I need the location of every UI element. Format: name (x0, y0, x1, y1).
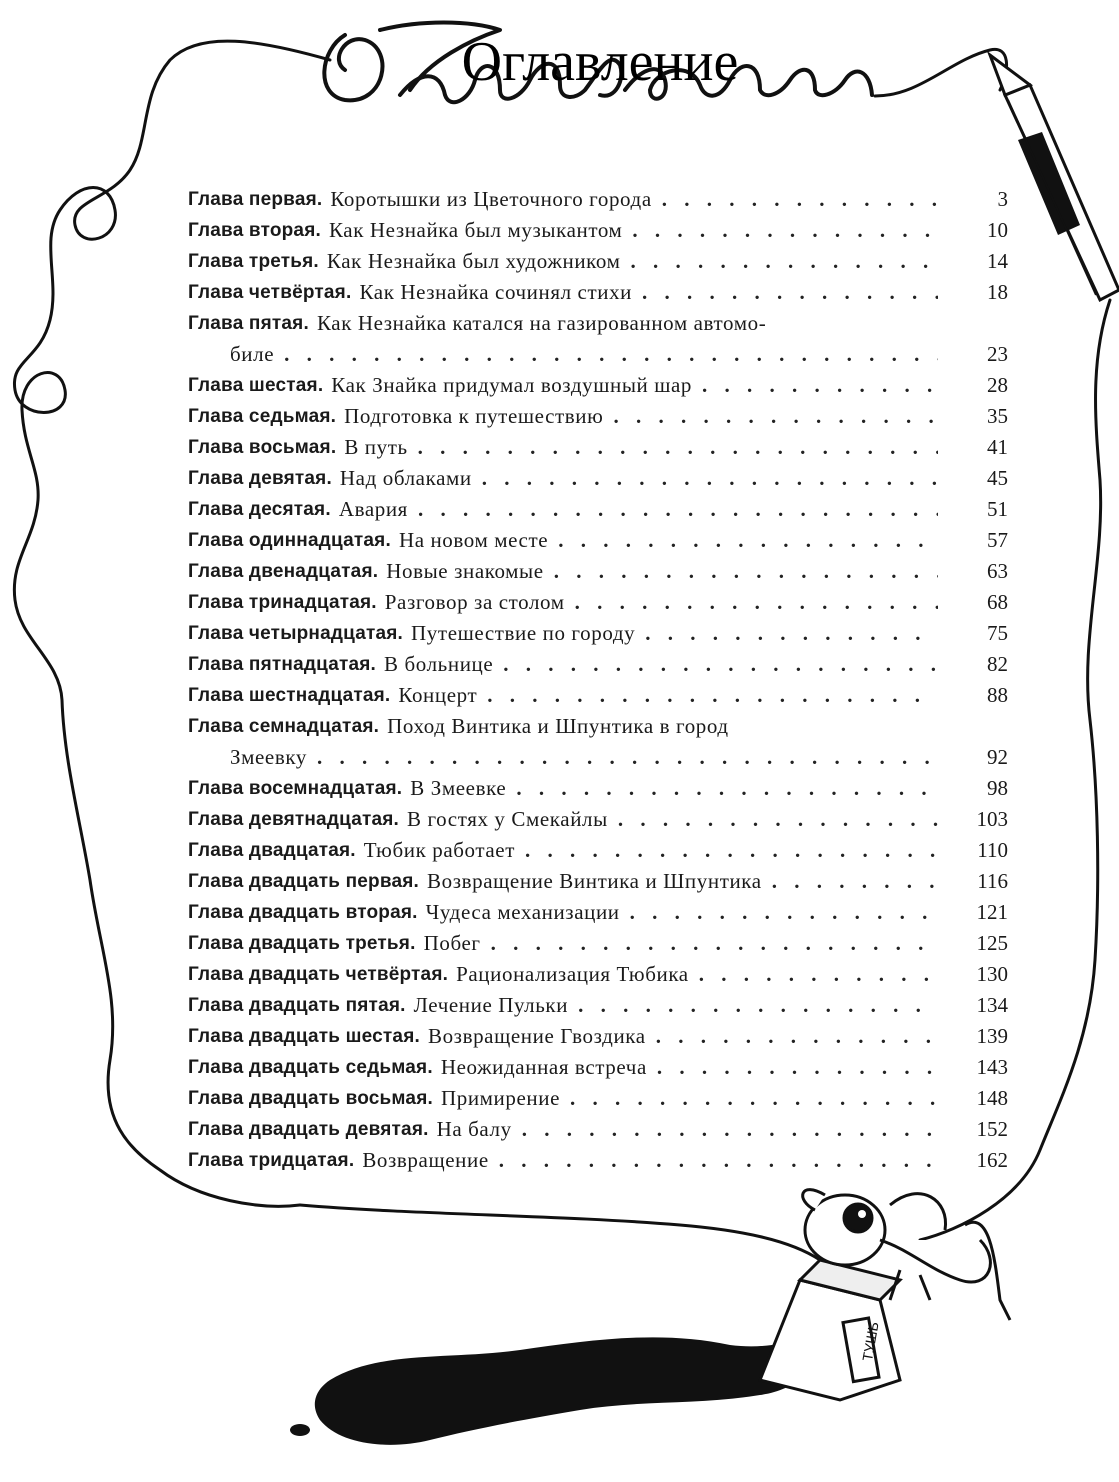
page-number: 45 (987, 466, 1008, 490)
chapter-title: Примирение (440, 1086, 561, 1110)
dot-leader (613, 401, 938, 432)
chapter-label: Глава двенадцатая. (188, 561, 379, 582)
dot-leader (632, 215, 938, 246)
dot-leader (284, 339, 938, 370)
dot-leader (554, 556, 938, 587)
toc-entry-line (188, 556, 948, 587)
chapter-label: Глава четвёртая. (188, 282, 352, 303)
toc-entry-line (188, 308, 948, 339)
toc-entry-line (188, 835, 948, 866)
toc-entry (188, 215, 1008, 246)
toc-entry (188, 711, 1008, 773)
table-of-contents (188, 184, 1008, 1176)
chapter-title: Коротышки из Цветочного города (330, 187, 652, 211)
page-number: 143 (976, 1055, 1008, 1079)
toc-entry-line (188, 959, 948, 990)
toc-entry (188, 463, 1008, 494)
page-number: 116 (977, 869, 1008, 893)
toc-entry-line (188, 618, 948, 649)
chapter-title: Неожиданная встреча (440, 1055, 647, 1079)
toc-entry (188, 1114, 1008, 1145)
chapter-title: Побег (423, 931, 481, 955)
chapter-title: В больнице (384, 652, 494, 676)
chapter-title: На новом месте (398, 528, 549, 552)
dot-leader (317, 742, 938, 773)
toc-entry-line (188, 494, 948, 525)
page-number: 152 (976, 1117, 1008, 1141)
page-number: 35 (987, 404, 1008, 428)
dot-leader (558, 525, 938, 556)
dot-leader (418, 494, 938, 525)
chapter-title: Тюбик работает (363, 838, 516, 862)
dot-leader (702, 370, 938, 401)
dot-leader (516, 773, 938, 804)
toc-entry (188, 587, 1008, 618)
chapter-label: Глава двадцать третья. (188, 933, 416, 954)
chapter-title: Новые знакомые (386, 559, 544, 583)
chapter-label: Глава вторая. (188, 220, 321, 241)
page-number: 23 (987, 342, 1008, 366)
chapter-title: На балу (436, 1117, 512, 1141)
dot-leader (772, 866, 938, 897)
dot-leader (418, 432, 938, 463)
chapter-label: Глава девятнадцатая. (188, 809, 400, 830)
chapter-title: В гостях у Смекайлы (407, 807, 608, 831)
toc-entry (188, 866, 1008, 897)
toc-entry-line (188, 897, 948, 928)
chapter-label: Глава восемнадцатая. (188, 778, 403, 799)
toc-entry (188, 1021, 1008, 1052)
toc-entry-line (188, 1083, 948, 1114)
toc-entry-continuation (230, 742, 948, 773)
chapter-label: Глава восьмая. (188, 437, 337, 458)
dot-leader (499, 1145, 938, 1176)
toc-entry (188, 990, 1008, 1021)
chapter-title: Как Незнайка был музыкантом (328, 218, 623, 242)
chapter-label: Глава четырнадцатая. (188, 623, 404, 644)
toc-entry-line (188, 587, 948, 618)
toc-entry (188, 370, 1008, 401)
ink-bottle-illustration (760, 1260, 900, 1400)
chapter-label: Глава девятая. (188, 468, 332, 489)
page-number: 162 (976, 1148, 1008, 1172)
chapter-label: Глава шестнадцатая. (188, 685, 391, 706)
toc-entry (188, 773, 1008, 804)
toc-entry-line (188, 928, 948, 959)
dot-leader (503, 649, 938, 680)
toc-entry (188, 246, 1008, 277)
chapter-label: Глава пятая. (188, 313, 309, 334)
toc-entry-line (188, 866, 948, 897)
chapter-title: Поход Винтика и Шпунтика в город (387, 714, 729, 738)
page-number: 28 (987, 373, 1008, 397)
toc-entry-line (188, 1114, 948, 1145)
dot-leader (618, 804, 938, 835)
chapter-title: Как Незнайка сочинял стихи (359, 280, 633, 304)
page-number: 92 (987, 745, 1008, 769)
chapter-label: Глава семнадцатая. (188, 716, 380, 737)
page-number: 3 (997, 187, 1008, 211)
toc-entry-line (188, 370, 948, 401)
chapter-title: Над облаками (339, 466, 472, 490)
chapter-title: В Змеевке (410, 776, 507, 800)
chapter-label: Глава первая. (188, 189, 323, 210)
chapter-label: Глава тридцатая. (188, 1150, 355, 1171)
toc-entry (188, 959, 1008, 990)
toc-entry-line (188, 804, 948, 835)
chapter-label: Глава тринадцатая. (188, 592, 377, 613)
page-number: 110 (977, 838, 1008, 862)
toc-entry-line (188, 401, 948, 432)
page-number: 82 (987, 652, 1008, 676)
dot-leader (487, 680, 938, 711)
dot-leader (662, 184, 938, 215)
page-number: 139 (976, 1024, 1008, 1048)
chapter-title: Лечение Пульки (413, 993, 569, 1017)
toc-entry-line (188, 184, 948, 215)
chapter-label: Глава шестая. (188, 375, 324, 396)
dot-leader (645, 618, 938, 649)
page-number: 75 (987, 621, 1008, 645)
chapter-label: Глава третья. (188, 251, 319, 272)
toc-entry-line (188, 215, 948, 246)
chapter-title: Концерт (398, 683, 478, 707)
pen-illustration (990, 55, 1119, 300)
dot-leader (491, 928, 938, 959)
chapter-title: Возвращение Гвоздика (427, 1024, 646, 1048)
toc-entry (188, 494, 1008, 525)
page-number: 121 (976, 900, 1008, 924)
ink-bottle-label: ТУШЬ (859, 1320, 882, 1363)
page-number: 130 (976, 962, 1008, 986)
chapter-label: Глава двадцать первая. (188, 871, 420, 892)
toc-entry-line (188, 277, 948, 308)
toc-entry (188, 308, 1008, 370)
page-number: 18 (987, 280, 1008, 304)
toc-entry (188, 1083, 1008, 1114)
toc-entry (188, 1052, 1008, 1083)
page-number: 103 (976, 807, 1008, 831)
chapter-label: Глава двадцать седьмая. (188, 1057, 433, 1078)
chapter-title: Как Незнайка был художником (326, 249, 621, 273)
toc-entry-continuation (230, 339, 948, 370)
toc-entry (188, 804, 1008, 835)
dot-leader (575, 587, 938, 618)
dot-leader (657, 1052, 938, 1083)
chapter-title: Возвращение Винтика и Шпунтика (427, 869, 762, 893)
dot-leader (578, 990, 938, 1021)
page-number: 134 (976, 993, 1008, 1017)
page-number: 98 (987, 776, 1008, 800)
toc-entry (188, 649, 1008, 680)
chapter-title: Авария (338, 497, 408, 521)
toc-entry (188, 680, 1008, 711)
toc-entry-line (188, 1021, 948, 1052)
toc-entry (188, 556, 1008, 587)
toc-entry (188, 928, 1008, 959)
chapter-label: Глава двадцать девятая. (188, 1119, 429, 1140)
frame-line-top (875, 49, 1007, 96)
page-number: 125 (976, 931, 1008, 955)
toc-entry-line (188, 432, 948, 463)
toc-entry (188, 401, 1008, 432)
toc-entry-line (188, 649, 948, 680)
page-number: 51 (987, 497, 1008, 521)
chapter-title: Как Незнайка катался на газированном автомо- (316, 311, 767, 335)
chapter-title: Как Знайка придумал воздушный шар (331, 373, 693, 397)
chapter-label: Глава двадцать восьмая. (188, 1088, 433, 1109)
dot-leader (642, 277, 938, 308)
dot-leader (631, 246, 939, 277)
page-number: 88 (987, 683, 1008, 707)
toc-entry-line (188, 1052, 948, 1083)
dot-leader (525, 835, 938, 866)
chapter-title: Чудеса механизации (425, 900, 620, 924)
chapter-label: Глава одиннадцатая. (188, 530, 391, 551)
dot-leader (699, 959, 938, 990)
toc-entry (188, 184, 1008, 215)
toc-entry (188, 277, 1008, 308)
dot-leader (522, 1114, 938, 1145)
chapter-label: Глава седьмая. (188, 406, 337, 427)
toc-entry (188, 618, 1008, 649)
chapter-title-continuation: биле (230, 342, 275, 366)
chapter-title: Подготовка к путешествию (344, 404, 604, 428)
chapter-label: Глава двадцать вторая. (188, 902, 418, 923)
toc-entry (188, 525, 1008, 556)
toc-entry-line (188, 773, 948, 804)
toc-entry (188, 897, 1008, 928)
page-number: 41 (987, 435, 1008, 459)
page-number: 57 (987, 528, 1008, 552)
page-number: 10 (987, 218, 1008, 242)
chapter-label: Глава пятнадцатая. (188, 654, 377, 675)
dot-leader (570, 1083, 938, 1114)
toc-entry-line (188, 463, 948, 494)
toc-entry-line (188, 525, 948, 556)
chapter-label: Глава двадцатая. (188, 840, 356, 861)
page-number: 14 (987, 249, 1008, 273)
toc-entry-line (188, 1145, 948, 1176)
toc-entry-line (188, 246, 948, 277)
chapter-label: Глава двадцать шестая. (188, 1026, 420, 1047)
page-number: 68 (987, 590, 1008, 614)
chapter-title: Разговор за столом (384, 590, 565, 614)
chapter-title: Путешествие по городу (411, 621, 636, 645)
dot-leader (630, 897, 938, 928)
dot-leader (482, 463, 938, 494)
toc-entry-line (188, 711, 948, 742)
chapter-label: Глава двадцать пятая. (188, 995, 406, 1016)
page-number: 148 (976, 1086, 1008, 1110)
toc-entry (188, 835, 1008, 866)
chapter-title: Рационализация Тюбика (456, 962, 689, 986)
toc-entry (188, 432, 1008, 463)
toc-entry-line (188, 990, 948, 1021)
chapter-title: В путь (344, 435, 408, 459)
chapter-title-continuation: Змеевку (230, 745, 307, 769)
dot-leader (656, 1021, 938, 1052)
page-number: 63 (987, 559, 1008, 583)
chapter-label: Глава двадцать четвёртая. (188, 964, 449, 985)
toc-entry (188, 1145, 1008, 1176)
heading-text: Оглавление (461, 31, 739, 93)
toc-entry-line (188, 680, 948, 711)
chapter-label: Глава десятая. (188, 499, 331, 520)
chapter-title: Возвращение (362, 1148, 489, 1172)
